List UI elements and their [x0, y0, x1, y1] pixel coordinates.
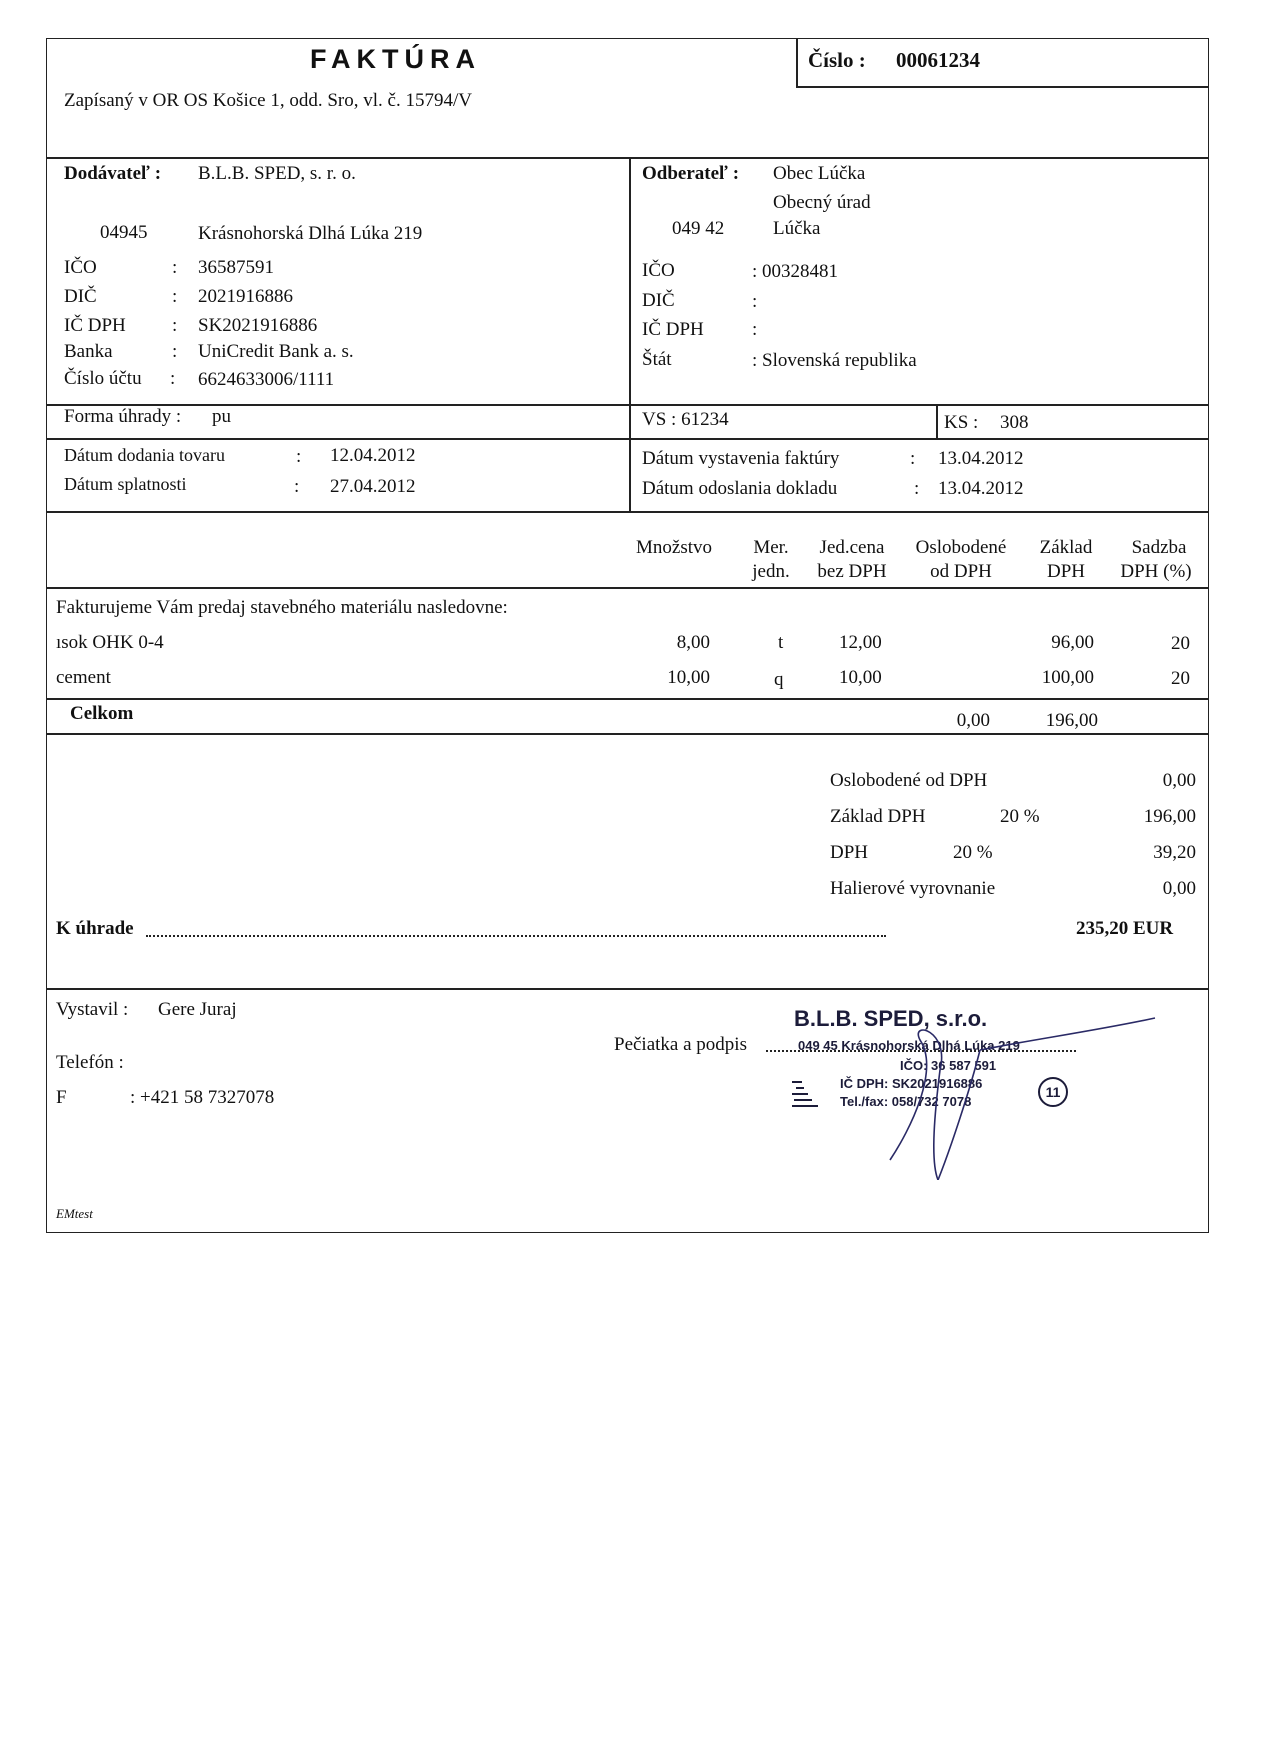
stamp-signature-label: Pečiatka a podpis	[614, 1034, 747, 1055]
supplier-ico: 36587591	[198, 257, 274, 278]
issue-date-label: Dátum vystavenia faktúry	[642, 448, 840, 469]
stamp-address: 049 45 Krásnohorská Dlhá Lúka 219	[798, 1038, 1020, 1053]
col-base-header-2: DPH	[1046, 561, 1085, 582]
dates-colon: :	[296, 446, 302, 467]
total-exempt: 0,00	[956, 710, 990, 731]
item-price: 10,00	[839, 667, 882, 688]
sent-date: 13.04.2012	[938, 478, 1024, 499]
customer-name: Obec Lúčka	[773, 163, 866, 184]
item-qty: 8,00	[676, 632, 710, 653]
divider-header	[796, 86, 1209, 88]
stamp-tel-fax: Tel./fax: 058/732 7078	[840, 1094, 972, 1109]
stamp-company-name: B.L.B. SPED, s.r.o.	[794, 1006, 988, 1031]
col-exempt-header-2: od DPH	[930, 561, 992, 582]
summary-base-rate: 20 %	[1000, 806, 1040, 827]
supplier-bank: UniCredit Bank a. s.	[198, 341, 354, 362]
item-unit: q	[774, 669, 784, 690]
delivery-date-label: Dátum dodania tovaru	[64, 445, 225, 465]
item-base: 100,00	[1041, 667, 1094, 688]
sent-date-label: Dátum odoslania dokladu	[642, 478, 838, 499]
supplier-address: Krásnohorská Dlhá Lúka 219	[198, 223, 423, 244]
issued-by: Gere Juraj	[158, 999, 237, 1020]
item-name: cement	[56, 667, 111, 688]
customer-ico: : 00328481	[752, 261, 839, 282]
col-price-header-2: bez DPH	[817, 561, 887, 582]
divider-total-bottom	[46, 733, 1209, 735]
summary-exempt-label: Oslobodené od DPH	[830, 770, 988, 791]
to-pay-amount: 235,20 EUR	[1076, 918, 1174, 939]
supplier-colon: :	[172, 315, 178, 336]
stamp-ico: IČO: 36 587 591	[900, 1058, 997, 1073]
col-unit-header-2: jedn.	[752, 561, 790, 582]
divider-party-vertical	[629, 157, 631, 511]
summary-vat-label: DPH	[830, 842, 869, 863]
summary-base: 196,00	[1143, 806, 1196, 827]
issue-date: 13.04.2012	[938, 448, 1024, 469]
customer-dic-label: DIČ	[642, 290, 675, 311]
to-pay-label: K úhrade	[56, 918, 134, 939]
invoice-title: FAKTÚRA	[310, 44, 481, 74]
due-date-label: Dátum splatnosti	[64, 474, 187, 494]
item-base: 96,00	[1051, 632, 1094, 653]
fax-number: : +421 58 7327078	[130, 1087, 275, 1108]
supplier-account: 6624633006/1111	[198, 369, 335, 390]
phone-label: Telefón :	[56, 1052, 124, 1073]
customer-state: : Slovenská republika	[752, 350, 917, 371]
customer-label: Odberateľ :	[642, 163, 740, 184]
col-exempt-header-1: Oslobodené	[915, 537, 1007, 558]
supplier-label: Dodávateľ :	[64, 163, 162, 184]
supplier-bank-label: Banka	[64, 341, 113, 362]
to-pay-dotted-leader	[146, 935, 886, 937]
supplier-icdph: SK2021916886	[198, 315, 318, 336]
divider-footer-top	[46, 988, 1209, 990]
customer-city: Lúčka	[773, 218, 821, 239]
col-rate-header-2: DPH (%)	[1120, 561, 1192, 582]
supplier-name: B.L.B. SPED, s. r. o.	[198, 163, 356, 184]
divider-total-top	[46, 698, 1209, 700]
col-base-header-1: Základ	[1039, 537, 1093, 558]
document-tag: EMtest	[56, 1206, 93, 1221]
due-date: 27.04.2012	[330, 476, 416, 497]
item-unit: t	[778, 632, 784, 653]
supplier-colon: :	[170, 368, 176, 389]
supplier-dic-label: DIČ	[64, 286, 97, 307]
constant-symbol-label: KS :	[944, 412, 979, 433]
col-rate-header-1: Sadzba	[1131, 537, 1187, 558]
signature-scribble	[880, 1010, 1160, 1180]
customer-ico-label: IČO	[642, 260, 675, 281]
col-price-header-1: Jed.cena	[819, 537, 885, 558]
supplier-zip: 04945	[100, 222, 148, 243]
customer-state-label: Štát	[642, 349, 672, 370]
summary-vat-rate: 20 %	[953, 842, 993, 863]
col-qty-header: Množstvo	[636, 537, 712, 558]
divider-header-vertical	[796, 38, 798, 86]
summary-vat: 39,20	[1153, 842, 1196, 863]
divider-items-top	[46, 511, 1209, 513]
registry-info: Zapísaný v OR OS Košice 1, odd. Sro, vl. č. 15794/V	[64, 90, 472, 111]
item-rate: 20	[1171, 668, 1190, 689]
dates-colon: :	[910, 448, 916, 469]
supplier-account-label: Číslo účtu	[64, 368, 142, 389]
dates-colon: :	[914, 478, 920, 499]
summary-exempt: 0,00	[1162, 770, 1196, 791]
item-qty: 10,00	[667, 667, 710, 688]
item-name: ısok OHK 0-4	[56, 632, 164, 653]
supplier-ico-label: IČO	[64, 257, 97, 278]
supplier-colon: :	[172, 257, 178, 278]
summary-rounding-label: Halierové vyrovnanie	[830, 878, 996, 899]
customer-icdph-label: IČ DPH	[642, 319, 704, 340]
payment-form-label: Forma úhrady :	[64, 406, 182, 427]
stamp-icdph: IČ DPH: SK2021916886	[840, 1076, 983, 1091]
items-intro: Fakturujeme Vám predaj stavebného materiálu nasledovne:	[56, 597, 508, 618]
issued-by-label: Vystavil :	[56, 999, 129, 1020]
supplier-dic: 2021916886	[198, 286, 293, 307]
customer-office: Obecný úrad	[773, 192, 871, 213]
total-label: Celkom	[70, 703, 134, 724]
stamp-number-badge: 11	[1038, 1077, 1068, 1107]
divider-party-top	[46, 157, 1209, 159]
total-base: 196,00	[1045, 710, 1098, 731]
dates-colon: :	[294, 476, 300, 497]
summary-base-label: Základ DPH	[830, 806, 926, 827]
supplier-icdph-label: IČ DPH	[64, 315, 126, 336]
divider-dates-top	[46, 438, 1209, 440]
divider-items-header	[46, 587, 1209, 589]
supplier-colon: :	[172, 286, 178, 307]
invoice-number-label: Číslo :	[808, 48, 866, 72]
fax-label: F	[56, 1087, 67, 1108]
supplier-colon: :	[172, 341, 178, 362]
constant-symbol: 308	[1000, 412, 1029, 433]
item-price: 12,00	[839, 632, 882, 653]
invoice-number: 00061234	[896, 48, 980, 72]
customer-zip: 049 42	[672, 218, 725, 239]
customer-dic: :	[752, 291, 758, 312]
payment-form: pu	[212, 406, 231, 427]
customer-icdph: :	[752, 319, 758, 340]
summary-rounding: 0,00	[1162, 878, 1196, 899]
col-unit-header-1: Mer.	[753, 537, 789, 558]
item-rate: 20	[1171, 633, 1190, 654]
divider-ks-vertical	[936, 404, 938, 438]
delivery-date: 12.04.2012	[330, 445, 416, 466]
stamp-logo-icon	[790, 1076, 830, 1110]
variable-symbol: VS : 61234	[642, 409, 729, 430]
